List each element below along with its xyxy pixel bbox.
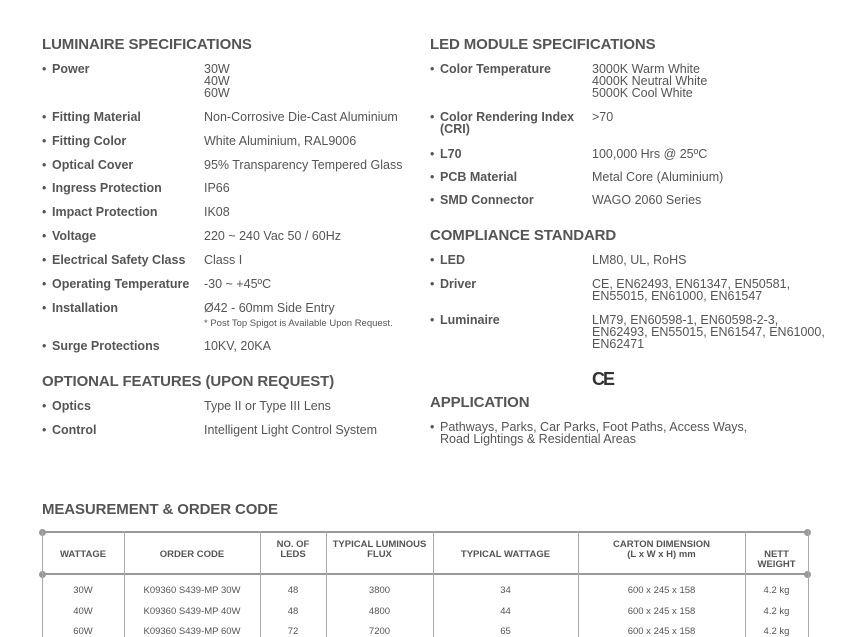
table-cell: 4.2 kg bbox=[763, 626, 790, 637]
spec-label-line: Color Temperature bbox=[440, 62, 551, 76]
spec-value-line: LM79, EN60598-1, EN60598-2-3, bbox=[592, 313, 779, 327]
spec-value-line: Intelligent Light Control System bbox=[204, 423, 378, 437]
spec-label bbox=[440, 171, 517, 183]
bullet: • bbox=[42, 205, 47, 219]
table-cell: 3800 bbox=[368, 585, 391, 596]
table-cell: 44 bbox=[500, 605, 511, 617]
spec-value-line: 95% Transparency Tempered Glass bbox=[204, 158, 403, 172]
table-column-rule bbox=[42, 531, 43, 637]
table-cell: 7200 bbox=[368, 626, 391, 637]
table-cell: 65 bbox=[500, 626, 511, 637]
spec-value-line: Type II or Type III Lens bbox=[204, 399, 331, 413]
spec-label bbox=[52, 278, 189, 290]
table-column-rule bbox=[808, 531, 809, 637]
table-header-line: TYPICAL WATTAGE bbox=[460, 549, 551, 560]
spec-value bbox=[592, 254, 686, 266]
spec-note: * Post Top Spigot is Available Upon Request. bbox=[204, 318, 393, 329]
table-rule bbox=[42, 531, 808, 533]
spec-value bbox=[204, 340, 271, 352]
bullet: • bbox=[42, 301, 47, 315]
spec-value-line: Class I bbox=[204, 253, 243, 267]
spec-label bbox=[52, 302, 118, 314]
table-cell: K09360 S439-MP 60W bbox=[143, 626, 241, 637]
spec-value bbox=[592, 314, 825, 350]
table-column-rule bbox=[124, 531, 125, 637]
spec-label-line: Installation bbox=[52, 301, 118, 315]
bullet: • bbox=[430, 62, 435, 76]
spec-label bbox=[52, 424, 96, 436]
spec-label-line: Color Rendering Index bbox=[440, 110, 575, 124]
spec-value bbox=[592, 63, 707, 99]
table-header-cell bbox=[124, 550, 260, 560]
spec-value bbox=[592, 148, 707, 160]
table-cell: 30W bbox=[73, 585, 93, 596]
table-cell: 600 x 245 x 158 bbox=[627, 585, 696, 596]
spec-label-line: Ingress Protection bbox=[52, 181, 162, 195]
spec-value-line: 30W bbox=[204, 62, 230, 76]
spec-label bbox=[52, 135, 126, 147]
spec-value-line: 40W bbox=[204, 74, 230, 88]
spec-value-line: -30 ~ +45ºC bbox=[204, 277, 272, 291]
spec-label bbox=[52, 206, 158, 218]
table-rule bbox=[42, 573, 808, 575]
spec-label-line: Optical Cover bbox=[52, 158, 134, 172]
bullet: • bbox=[430, 313, 435, 327]
spec-value-line: 100,000 Hrs @ 25ºC bbox=[592, 147, 708, 161]
table-header-line: (L x W x H) mm bbox=[627, 549, 696, 560]
table-header-line: LEDS bbox=[280, 549, 306, 560]
bullet: • bbox=[42, 62, 47, 76]
application-title: APPLICATION bbox=[430, 394, 530, 411]
bullet: • bbox=[42, 229, 47, 243]
spec-label-line: Control bbox=[52, 423, 97, 437]
spec-value-line: 3000K Warm White bbox=[592, 62, 700, 76]
spec-value-line: LM80, UL, RoHS bbox=[592, 253, 687, 267]
spec-label bbox=[440, 194, 534, 206]
table-header-cell bbox=[326, 540, 433, 560]
bullet: • bbox=[42, 110, 47, 124]
table-header-line: CARTON DIMENSION bbox=[613, 539, 710, 550]
table-header-cell bbox=[745, 550, 808, 570]
spec-label bbox=[52, 400, 91, 412]
spec-label-line: Operating Temperature bbox=[52, 277, 190, 291]
spec-value-line: Ø42 - 60mm Side Entry bbox=[204, 301, 335, 315]
bullet: • bbox=[430, 170, 435, 184]
spec-label bbox=[440, 254, 465, 266]
spec-label bbox=[52, 340, 160, 352]
bullet: • bbox=[430, 110, 435, 124]
spec-value bbox=[592, 171, 723, 183]
bullet: • bbox=[430, 193, 435, 207]
spec-label-line: Fitting Material bbox=[52, 110, 141, 124]
spec-value bbox=[204, 159, 402, 171]
spec-label bbox=[440, 63, 551, 75]
spec-value bbox=[204, 230, 341, 242]
bullet: • bbox=[430, 277, 435, 291]
bullet: • bbox=[42, 339, 47, 353]
spec-label-line: Luminaire bbox=[440, 313, 500, 327]
luminaire-title: LUMINAIRE SPECIFICATIONS bbox=[42, 36, 252, 53]
spec-value-line: EN62471 bbox=[592, 337, 645, 351]
spec-value bbox=[592, 111, 613, 123]
table-cell: 40W bbox=[73, 605, 93, 617]
table-cell: K09360 S439-MP 30W bbox=[143, 585, 241, 596]
measurement-title: MEASUREMENT & ORDER CODE bbox=[42, 501, 278, 518]
spec-value-line: 10KV, 20KA bbox=[204, 339, 271, 353]
spec-value bbox=[204, 278, 271, 290]
spec-value bbox=[204, 424, 377, 436]
spec-value-line: 60W bbox=[204, 86, 230, 100]
spec-label-line: Voltage bbox=[52, 229, 97, 243]
table-cell: K09360 S439-MP 40W bbox=[143, 605, 241, 617]
spec-value-line: EN55015, EN61000, EN61547 bbox=[592, 289, 763, 303]
table-header-line: WATTAGE bbox=[59, 549, 107, 560]
spec-value bbox=[204, 400, 331, 412]
table-cell: 4800 bbox=[368, 605, 391, 617]
spec-label bbox=[440, 314, 500, 326]
spec-value-line: IK08 bbox=[204, 205, 230, 219]
table-header-line: FLUX bbox=[367, 549, 392, 560]
spec-label bbox=[52, 159, 133, 171]
table-header-cell bbox=[260, 540, 326, 560]
spec-label bbox=[52, 254, 185, 266]
spec-label-line: PCB Material bbox=[440, 170, 518, 184]
spec-value-line: IP66 bbox=[204, 181, 230, 195]
spec-value bbox=[592, 194, 701, 206]
table-header-cell bbox=[42, 550, 124, 560]
spec-value-line: 5000K Cool White bbox=[592, 86, 693, 100]
spec-label-line: (CRI) bbox=[440, 122, 470, 136]
bullet: • bbox=[42, 277, 47, 291]
application-line: Road Lightings & Residential Areas bbox=[440, 432, 636, 446]
spec-value-line: White Aluminium, RAL9006 bbox=[204, 134, 357, 148]
spec-value bbox=[204, 302, 393, 330]
ce-mark: CE bbox=[592, 369, 614, 389]
table-header-cell bbox=[578, 540, 745, 560]
spec-value bbox=[592, 278, 790, 302]
order-code-table bbox=[42, 531, 808, 637]
led-module-title: LED MODULE SPECIFICATIONS bbox=[430, 36, 656, 53]
spec-value-line: EN62493, EN55015, EN61547, EN61000, bbox=[592, 325, 825, 339]
spec-label-line: Optics bbox=[52, 399, 91, 413]
bullet: • bbox=[42, 399, 47, 413]
table-header-line: NETT WEIGHT bbox=[757, 549, 796, 570]
bullet: • bbox=[42, 158, 47, 172]
spec-value-line: CE, EN62493, EN61347, EN50581, bbox=[592, 277, 791, 291]
spec-value bbox=[204, 182, 230, 194]
spec-label bbox=[52, 111, 141, 123]
spec-value bbox=[204, 206, 230, 218]
spec-label bbox=[52, 182, 162, 194]
bullet: • bbox=[430, 253, 435, 267]
bullet: • bbox=[42, 134, 47, 148]
spec-label bbox=[440, 148, 462, 160]
spec-value bbox=[204, 254, 242, 266]
spec-value bbox=[204, 63, 230, 99]
table-cell: 600 x 245 x 158 bbox=[627, 626, 696, 637]
spec-label-line: LED bbox=[440, 253, 465, 267]
spec-label bbox=[52, 230, 96, 242]
table-cell: 4.2 kg bbox=[763, 605, 790, 617]
bullet: • bbox=[430, 420, 435, 434]
bullet: • bbox=[42, 253, 47, 267]
table-column-rule bbox=[433, 531, 434, 637]
table-cell: 60W bbox=[73, 626, 93, 637]
application-line: Pathways, Parks, Car Parks, Foot Paths, Access Ways, bbox=[440, 420, 748, 434]
spec-label bbox=[440, 278, 476, 290]
table-cell: 4.2 kg bbox=[763, 585, 790, 596]
table-cell: 48 bbox=[287, 605, 299, 617]
table-cell: 34 bbox=[500, 585, 511, 596]
spec-label bbox=[52, 63, 90, 75]
compliance-title: COMPLIANCE STANDARD bbox=[430, 227, 617, 244]
spec-value-line: Non-Corrosive Die-Cast Aluminium bbox=[204, 110, 398, 124]
table-cell: 72 bbox=[287, 626, 299, 637]
table-header-cell bbox=[433, 550, 578, 560]
table-header-line: ORDER CODE bbox=[159, 549, 225, 560]
spec-value-line: WAGO 2060 Series bbox=[592, 193, 702, 207]
spec-label-line: L70 bbox=[440, 147, 462, 161]
table-cell: 48 bbox=[287, 585, 299, 596]
spec-label-line: Surge Protections bbox=[52, 339, 160, 353]
spec-value bbox=[204, 135, 356, 147]
spec-label-line: SMD Connector bbox=[440, 193, 534, 207]
spec-value-line: 4000K Neutral White bbox=[592, 74, 708, 88]
spec-value-line: Metal Core (Aluminium) bbox=[592, 170, 724, 184]
table-cell: 600 x 245 x 158 bbox=[627, 605, 696, 617]
bullet: • bbox=[42, 423, 47, 437]
spec-value-line: >70 bbox=[592, 110, 614, 124]
table-header-line: NO. OF bbox=[276, 539, 310, 550]
spec-label-line: Impact Protection bbox=[52, 205, 158, 219]
bullet: • bbox=[430, 147, 435, 161]
spec-value-line: 220 ~ 240 Vac 50 / 60Hz bbox=[204, 229, 342, 243]
spec-label-line: Fitting Color bbox=[52, 134, 127, 148]
bullet: • bbox=[42, 181, 47, 195]
spec-label-line: Power bbox=[52, 62, 90, 76]
optional-title: OPTIONAL FEATURES (UPON REQUEST) bbox=[42, 373, 335, 390]
spec-label-line: Driver bbox=[440, 277, 477, 291]
spec-label bbox=[440, 111, 574, 135]
spec-label-line: Electrical Safety Class bbox=[52, 253, 186, 267]
table-header-line: TYPICAL LUMINOUS bbox=[332, 539, 427, 550]
table-column-rule bbox=[745, 531, 746, 637]
spec-value bbox=[204, 111, 398, 123]
